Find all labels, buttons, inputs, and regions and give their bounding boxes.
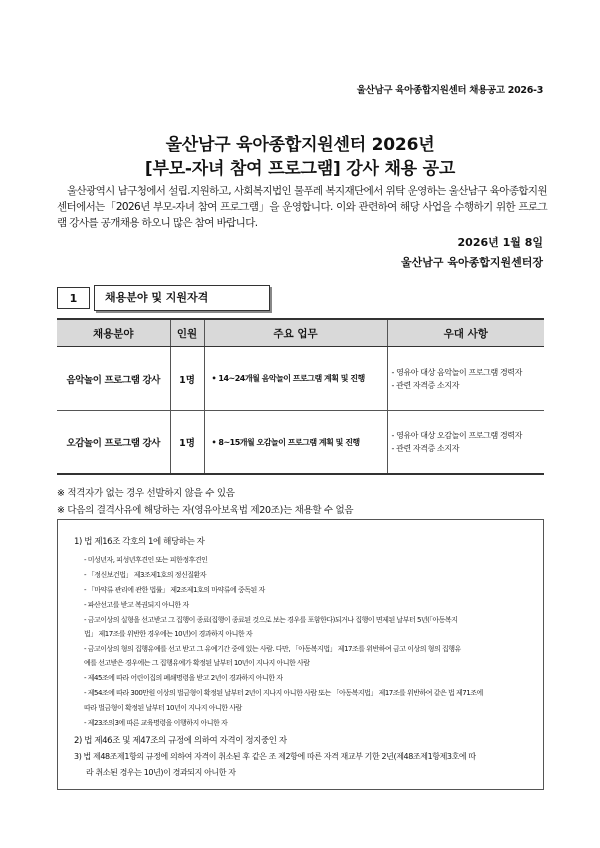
page-title-line2: [부모-자녀 참여 프로그램] 강사 채용 공고 [144, 159, 456, 179]
page-title-line1: 울산남구 육아종합지원센터 2026년 [165, 135, 435, 155]
table-row [57, 347, 544, 411]
note-disqualification: ※ 다음의 결격사유에 해당하는 자(영유아보육법 제20조)는 채용할 수 없음 [57, 505, 354, 516]
header-task: 주요 업무 [204, 319, 387, 347]
count-cell: 1명 [170, 347, 204, 411]
field-cell: 오감놀이 프로그램 강사 [57, 411, 170, 475]
disqualification-item: 1) 법 제16조 각호의 1에 해당하는 자 [74, 537, 205, 547]
preference-cell [387, 411, 544, 475]
disqualification-item: 2) 법 제46조 및 제47조의 규정에 의하여 자격이 정지중인 자 [74, 736, 287, 746]
document-number: 울산남구 육아종합지원센터 채용공고 2026-3 [356, 85, 543, 96]
preference-cell [387, 347, 544, 411]
disqualification-subitem: 예를 선고받은 경우에는 그 집행유예가 확정된 날부터 10년이 지나지 아니한 사람 [84, 659, 310, 667]
header-preference: 우대 사항 [387, 319, 544, 347]
disqualification-subitem: 법」 제17조를 위반한 경우에는 10년)이 경과하지 아니한 자 [84, 630, 253, 638]
disqualification-subitem: - 금고이상의 형의 집행유예를 선고 받고 그 유예기간 중에 있는 사람. 다만, 「아동복지법」 제17조를 위반하여 금고 이상의 형의 집행유 [84, 645, 461, 653]
header-count: 인원 [170, 319, 204, 347]
section-title: 채용분야 및 지원자격 [94, 285, 270, 311]
organization-signature: 울산남구 육아종합지원센터장 [401, 256, 543, 269]
preference-item: - 관련 자격증 소지자 [391, 380, 460, 390]
disqualification-subitem: - 파산선고를 받고 복권되지 아니한 자 [84, 601, 189, 609]
header-field: 채용분야 [57, 319, 170, 347]
recruitment-table [57, 318, 544, 475]
field-cell: 음악놀이 프로그램 강사 [57, 347, 170, 411]
disqualification-item: 3) 법 제48조제1항의 규정에 의하여 자격이 취소된 후 같은 조 제2항에 따른 자격 재교부 기한 2년(제48조제1항제3호에 따 [74, 752, 476, 761]
preference-item: - 관련 자격증 소지자 [391, 444, 460, 453]
disqualification-subitem: - 금고이상의 실형을 선고받고 그 집행이 종료(집행이 종료된 것으로 보는 경우를 포함한다)되거나 집행이 면제된 날부터 5년(「아동복지 [84, 616, 458, 624]
table-row [57, 411, 544, 475]
section-number: 1 [57, 287, 90, 309]
table-header-row [57, 319, 544, 347]
disqualification-subitem: - 「정신보건법」 제3조제1호의 정신질환자 [84, 571, 207, 579]
preference-item: - 영유아 대상 오감놀이 프로그램 경력자 [391, 431, 522, 440]
disqualification-subitem: - 「마약류 관리에 관한 법률」 제2조제1호의 마약류에 중독된 자 [84, 586, 265, 594]
disqualification-item-continued: 라 취소된 경우는 10년)이 경과되지 아니한 자 [86, 768, 236, 777]
disqualification-subitem: - 제45조에 따라 어린이집의 폐쇄명령을 받고 2년이 경과하지 아니한 자 [84, 674, 283, 682]
disqualification-subitem: - 제54조에 따라 300만원 이상의 벌금형이 확정된 날부터 2년이 지나지 아니한 사람 또는 「아동복지법」 제17조를 위반하여 같은 법 제71조에 [84, 689, 483, 697]
task-cell: • 14~24개월 음악놀이 프로그램 계획 및 진행 [204, 347, 387, 411]
disqualification-subitem: - 제23조의3에 따른 교육명령을 이행하지 아니한 자 [84, 719, 228, 727]
disqualification-subitem: 따라 벌금형이 확정된 날부터 10년이 지나지 아니한 사람 [84, 704, 242, 712]
note-no-qualified: ※ 적격자가 없는 경우 선발하지 않을 수 있음 [57, 488, 235, 499]
disqualification-subitem: - 미성년자, 피성년후견인 또는 피한정후견인 [84, 556, 208, 564]
disqualification-box [57, 519, 544, 790]
task-cell: • 8~15개월 오감놀이 프로그램 계획 및 진행 [204, 411, 387, 475]
count-cell: 1명 [170, 411, 204, 475]
preference-item: - 영유아 대상 음악놀이 프로그램 경력자 [391, 367, 522, 377]
intro-paragraph: 울산광역시 남구청에서 설립.지원하고, 사회복지법인 물푸레 복지재단에서 위탁 운영하는 울산남구 육아종합지원센터에서는「2026년 부모-자녀 참여 프로그램」을 운영합니다. 이와 관련하여 해당 사업을 수행하기 위한 프로그램 강사를 공개채용 하오니 많은 참여 바랍니다. [57, 185, 547, 229]
announcement-date: 2026년 1월 8일 [457, 236, 543, 249]
